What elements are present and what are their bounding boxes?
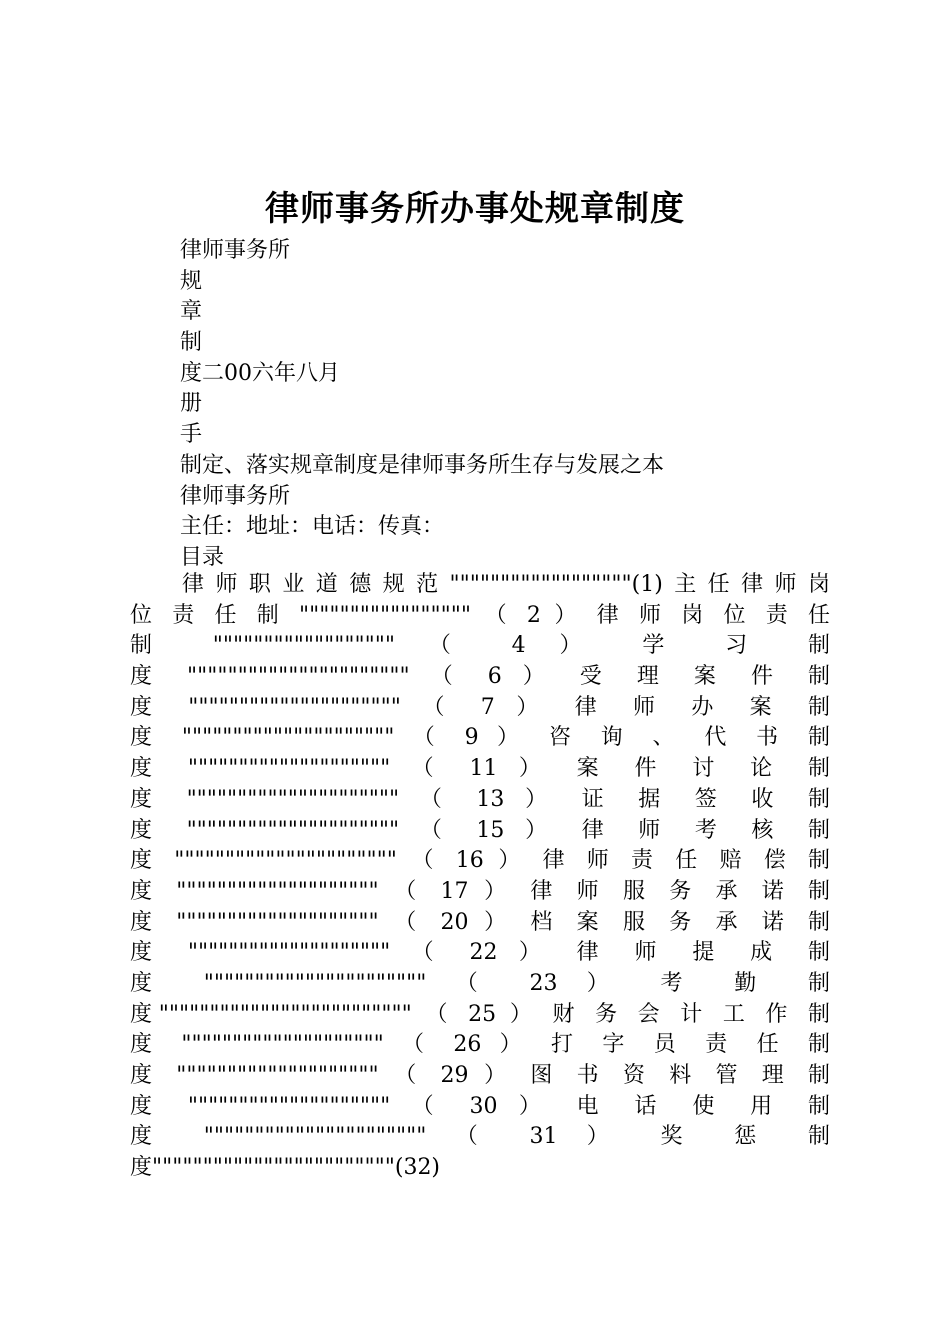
toc-line: 度 """""""""""""""""""" （ 30 ） 电 话 使 用 制: [130, 1093, 830, 1119]
text-line: 律师事务所: [180, 483, 291, 509]
toc-line: 度 """""""""""""""""""""" （ 16 ） 律 师 责 任 赔 偿 制: [130, 848, 830, 874]
toc-line: 律师职业道德规范""""""""""""""""""(1)主任律师岗: [182, 572, 830, 597]
text-line: 制: [180, 330, 203, 356]
toc-line: 度 """"""""""""""""""""" （ 7 ） 律 师 办 案 制: [130, 694, 830, 720]
table-of-contents: [130, 570, 830, 1184]
text-line: 律师事务所: [180, 238, 291, 263]
toc-line: 度 """"""""""""""""""""" （ 13 ） 证 据 签 收 制: [130, 786, 830, 812]
text-line: 主任：地址：电话：传真：: [180, 514, 445, 540]
toc-line: 度 """"""""""""""""""""" （ 15 ） 律 师 考 核 制: [130, 817, 830, 843]
text-line: 章: [180, 299, 203, 325]
toc-line: 度 """""""""""""""""""" （ 26 ） 打 字 员 责 任 制: [130, 1032, 830, 1058]
toc-line: 度 """""""""""""""""""""" （ 6 ） 受 理 案 件 制: [130, 664, 830, 690]
document-title: 律师事务所办事处规章制度: [265, 189, 685, 229]
toc-line: 度 """"""""""""""""""""" （ 9 ） 咨 询 、 代 书 制: [130, 725, 830, 751]
toc-line: 度 """""""""""""""""""" （ 17 ） 律 师 服 务 承 诺 制: [130, 878, 830, 904]
text-line: 册: [180, 391, 203, 417]
toc-line: 位 责 任 制 """"""""""""""""" （ 2 ） 律 师 岗 位 责 任: [130, 602, 830, 628]
intro-lines: [180, 236, 880, 574]
toc-line: 度""""""""""""""""""""""""" （ 25 ） 财 务 会 计 工 作 制: [130, 1001, 830, 1027]
toc-line: 度 """""""""""""""""""" （ 29 ） 图 书 资 料 管 理 制: [130, 1063, 830, 1088]
text-line: 规: [180, 268, 203, 294]
toc-line: 度 """""""""""""""""""" （ 20 ） 档 案 服 务 承 诺 制: [130, 909, 830, 935]
text-line: 手: [180, 422, 203, 448]
toc-line: 制 """""""""""""""""" （ 4 ） 学 习 制: [130, 633, 830, 659]
toc-line: 度""""""""""""""""""""""""(32): [130, 1155, 441, 1181]
toc-line: 度 """""""""""""""""""" （ 22 ） 律 师 提 成 制: [130, 940, 830, 966]
text-line: 度二00六年八月: [180, 360, 340, 386]
toc-line: 度 """""""""""""""""""""" （ 23 ） 考 勤 制: [130, 970, 830, 996]
toc-heading: 目录: [180, 544, 225, 570]
toc-line: 度 """""""""""""""""""""" （ 31 ） 奖 惩 制: [130, 1124, 830, 1150]
text-line: 制定、落实规章制度是律师事务所生存与发展之本: [180, 452, 665, 478]
toc-line: 度 """""""""""""""""""" （ 11 ） 案 件 讨 论 制: [130, 756, 830, 782]
